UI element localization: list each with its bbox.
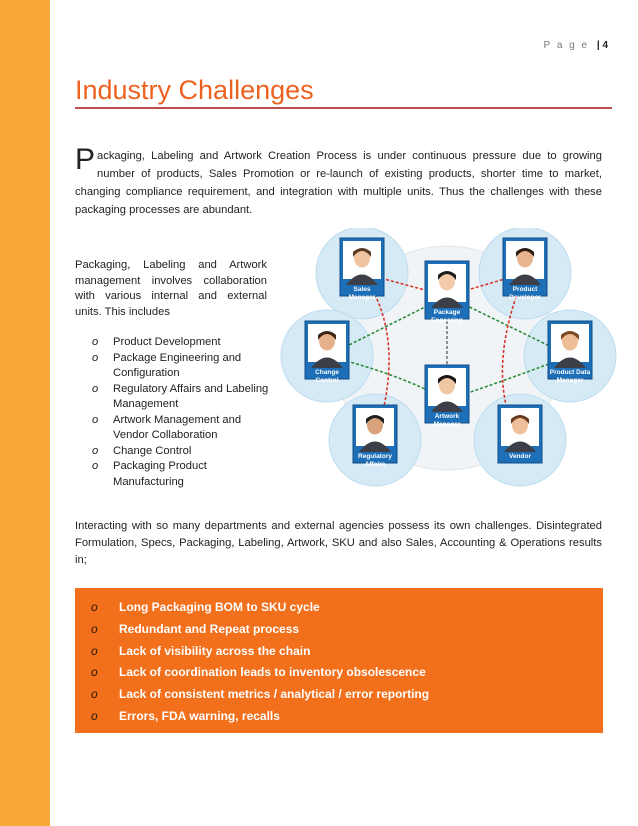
bullet-marker: o <box>91 621 98 636</box>
node-label-pkg: Package <box>433 309 461 316</box>
department-list <box>92 335 272 490</box>
challenge-item-text: Redundant and Repeat process <box>119 621 300 636</box>
challenges-intro-paragraph: Interacting with so many departments and external agencies possess its own challenges. Disintegrated Formulation, Specs, Packaging, Labeling, Artwork, SKU and also Sales, Accounting & Operations results in; <box>75 520 602 566</box>
challenge-item <box>91 684 429 706</box>
bullet-marker: o <box>91 687 98 702</box>
challenge-item-text: Long Packaging BOM to SKU cycle <box>119 600 320 614</box>
bullet-marker: o <box>92 413 99 426</box>
challenge-item <box>91 662 429 684</box>
department-item-text: Product Development <box>113 336 221 348</box>
bullet-marker: o <box>92 382 99 395</box>
node-label-reg: Affairs <box>364 461 386 468</box>
intro-paragraph <box>75 143 602 219</box>
department-item <box>92 444 272 460</box>
department-item <box>92 413 272 444</box>
node-label-dev: Developer <box>509 294 541 301</box>
bullet-marker: o <box>92 336 99 348</box>
department-item-text: Package Engineering and Configuration <box>113 351 242 379</box>
bullet-marker: o <box>92 444 99 457</box>
page-label: P a g e <box>543 40 590 51</box>
node-label-artwork: Manager <box>433 421 461 428</box>
intro-text: ackaging, Labeling and Artwork Creation Process is under continuous pressure due to growing number of products, Sales Promotion or re-launch of existing products, shorter time to market, changing compliance requirement, and integration with multiple units. Thus the challenges with these packaging processes are abundant. <box>75 150 602 216</box>
challenge-item-text: Errors, FDA warning, recalls <box>119 708 280 723</box>
department-item <box>92 382 272 413</box>
node-label-pdm: Product Data <box>549 369 591 376</box>
page-title: Industry Challenges <box>75 75 314 105</box>
challenge-item <box>91 641 429 663</box>
page-number-value: 4 <box>602 40 608 51</box>
collaboration-diagram <box>275 228 620 488</box>
title-underline <box>75 107 612 109</box>
bullet-marker: o <box>91 600 98 614</box>
bullet-marker: o <box>91 708 98 723</box>
bullet-marker: o <box>92 351 99 364</box>
drop-cap: P <box>75 143 96 176</box>
bullet-marker: o <box>91 665 98 680</box>
challenge-item-text: Lack of coordination leads to inventory obsolescence <box>119 665 426 680</box>
department-item <box>92 335 272 351</box>
department-item <box>92 351 272 382</box>
node-label-sales: Sales <box>353 286 371 293</box>
bullet-marker: o <box>92 460 99 472</box>
node-label-change: Control <box>315 377 339 384</box>
node-label-pkg: Engeering <box>431 317 463 324</box>
challenge-item-text: Lack of visibility across the chain <box>119 643 311 658</box>
node-label-sales: Manager <box>348 294 376 301</box>
department-item <box>92 459 272 490</box>
node-label-reg: Regulatory <box>358 453 392 460</box>
challenge-item-text: Lack of consistent metrics / analytical / error reporting <box>119 687 430 702</box>
challenge-item <box>91 619 429 641</box>
node-label-change: Change <box>315 369 339 376</box>
department-item-text: Packaging Product Manufacturing <box>113 460 207 488</box>
node-label-dev: Product <box>512 286 538 293</box>
challenge-item <box>91 597 429 619</box>
challenge-item <box>91 706 429 728</box>
node-label-vendor: Vendor <box>508 453 532 460</box>
department-item-text: Regulatory Affairs and Labeling Management <box>113 382 269 410</box>
page-separator: | <box>596 40 600 51</box>
challenges-list <box>91 597 429 728</box>
page-number <box>544 40 608 51</box>
left-sidebar-stripe <box>0 0 50 826</box>
bullet-marker: o <box>91 643 98 658</box>
department-item-text: Change Control <box>113 444 192 457</box>
department-item-text: Artwork Management and Vendor Collaboration <box>113 413 242 441</box>
collaboration-paragraph: Packaging, Labeling and Artwork management involves collaboration with various internal and external units. This includes <box>75 259 267 318</box>
node-label-pdm: Manager <box>556 377 584 384</box>
node-label-artwork: Artwork <box>434 413 460 420</box>
